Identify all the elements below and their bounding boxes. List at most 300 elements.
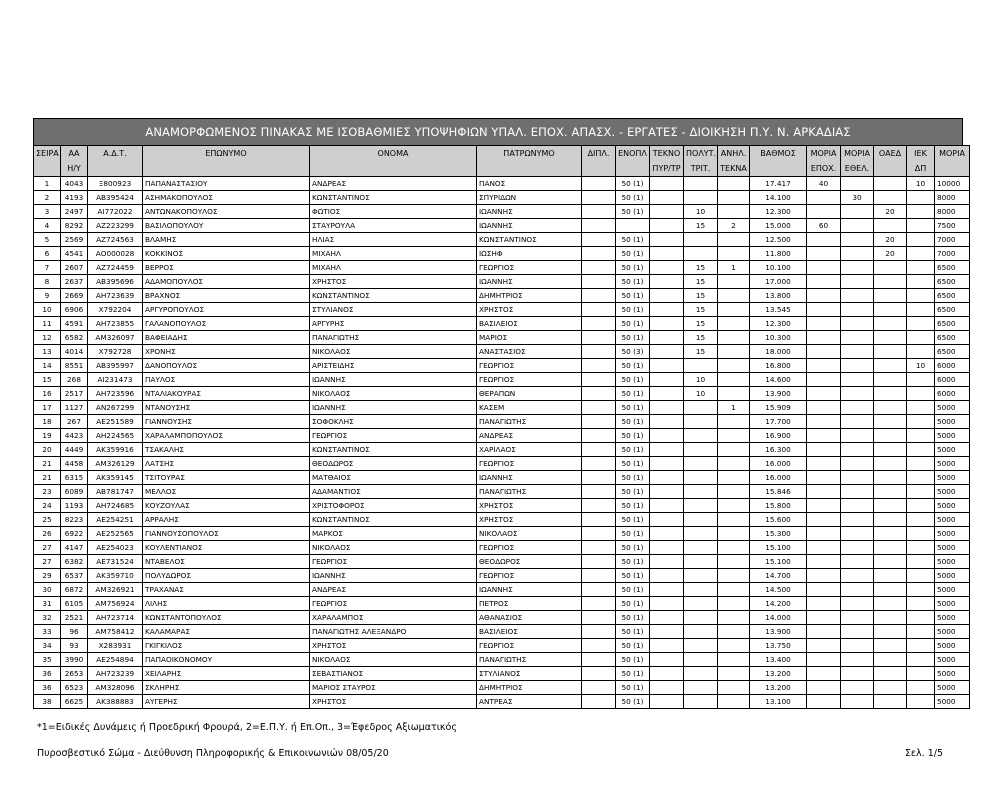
cell-fathers-name: ΓΕΩΡΓΙΟΣ [477,569,582,583]
header-sub-oaed [874,161,907,177]
cell-id-card: ΑΖ724563 [88,233,143,247]
cell-points-seasonal [807,513,841,527]
cell-minor-children [718,653,750,667]
cell-oaed [874,471,907,485]
cell-points-seasonal [807,289,841,303]
cell-minor-children [718,345,750,359]
cell-points-seasonal [807,345,841,359]
cell-total-points: 5000 [935,667,970,681]
cell-diploma [582,639,616,653]
header-grade: ΒΑΘΜΟΣ [750,146,807,162]
cell-large-family [684,639,718,653]
table-row [34,387,970,401]
cell-surname: ΑΣΗΜΑΚΟΠΟΥΛΟΣ [143,191,310,205]
cell-rank: 25 [34,513,61,527]
cell-iek [907,597,935,611]
table-row [34,401,970,415]
cell-id-card: ΑΚ359145 [88,471,143,485]
cell-oaed [874,177,907,191]
cell-id-card: ΑΜ326129 [88,457,143,471]
table-row [34,191,970,205]
cell-fathers-name: ΧΑΡΙΛΑΟΣ [477,443,582,457]
cell-diploma [582,485,616,499]
cell-iek [907,345,935,359]
table-row [34,569,970,583]
cell-points-volunteer [841,611,874,625]
cell-rank: 32 [34,611,61,625]
cell-minor-children [718,569,750,583]
cell-surname: ΣΚΛΗΡΗΣ [143,681,310,695]
cell-minor-children [718,471,750,485]
cell-child-of-firefighter [650,555,684,569]
cell-points-seasonal [807,443,841,457]
cell-id-card: ΑΜ328096 [88,681,143,695]
cell-large-family [684,597,718,611]
cell-surname: ΑΔΑΜΟΠΟΥΛΟΣ [143,275,310,289]
cell-total-points: 5000 [935,625,970,639]
cell-armed-forces: 50 (1) [616,457,650,471]
cell-oaed [874,569,907,583]
cell-total-points: 5000 [935,681,970,695]
cell-diploma [582,457,616,471]
cell-iek [907,261,935,275]
cell-grade: 14.500 [750,583,807,597]
cell-large-family [684,667,718,681]
cell-child-of-firefighter [650,485,684,499]
cell-aa: 2497 [61,205,88,219]
cell-rank: 27 [34,541,61,555]
cell-aa: 4193 [61,191,88,205]
cell-child-of-firefighter [650,387,684,401]
cell-total-points: 5000 [935,443,970,457]
cell-points-seasonal [807,639,841,653]
cell-oaed [874,527,907,541]
cell-minor-children [718,317,750,331]
cell-id-card: ΑΜ326921 [88,583,143,597]
cell-points-volunteer [841,205,874,219]
cell-rank: 26 [34,527,61,541]
cell-id-card: Ξ800923 [88,177,143,191]
cell-large-family [684,527,718,541]
cell-total-points: 5000 [935,401,970,415]
cell-large-family [684,499,718,513]
header-row-top [34,146,970,162]
cell-armed-forces: 50 (1) [616,653,650,667]
cell-first-name: ΧΡΗΣΤΟΣ [310,639,477,653]
cell-aa: 93 [61,639,88,653]
cell-child-of-firefighter [650,513,684,527]
cell-fathers-name: ΚΩΝΣΤΑΝΤΙΝΟΣ [477,233,582,247]
table-row [34,625,970,639]
table-row [34,289,970,303]
cell-total-points: 5000 [935,639,970,653]
cell-points-volunteer [841,667,874,681]
cell-grade: 15.600 [750,513,807,527]
cell-child-of-firefighter [650,289,684,303]
cell-large-family [684,695,718,709]
cell-iek [907,373,935,387]
cell-fathers-name: ΓΕΩΡΓΙΟΣ [477,457,582,471]
cell-diploma [582,541,616,555]
cell-aa: 6582 [61,331,88,345]
table-title: ΑΝΑΜΟΡΦΩΜΕΝΟΣ ΠΙΝΑΚΑΣ ΜΕ ΙΣΟΒΑΘΜΙΕΣ ΥΠΟΨΗΦΙΩΝ ΥΠΑΛ. ΕΠΟΧ. ΑΠΑΣΧ. - ΕΡΓΑΤΕΣ - ΔΙΟΙΚΗΣΗ Π.Υ. Ν. ΑΡΚΑΔΙΑΣ [33,118,963,145]
cell-id-card: ΑΒ395424 [88,191,143,205]
cell-rank: 7 [34,261,61,275]
cell-points-volunteer [841,247,874,261]
cell-diploma [582,583,616,597]
cell-minor-children [718,233,750,247]
cell-id-card: ΑΜ758412 [88,625,143,639]
cell-diploma [582,527,616,541]
cell-aa: 2653 [61,667,88,681]
header-sub-points-seasonal: ΕΠΟΧ. [807,161,841,177]
cell-aa: 6872 [61,583,88,597]
header-large-family: ΠΟΛΥΤ. [684,146,718,162]
cell-first-name: ΠΑΝΑΓΙΩΤΗΣ [310,331,477,345]
cell-id-card: ΑΕ254894 [88,653,143,667]
cell-total-points: 6000 [935,373,970,387]
cell-iek [907,499,935,513]
cell-grade: 17.417 [750,177,807,191]
cell-first-name: ΣΤΥΛΙΑΝΟΣ [310,303,477,317]
table-row [34,695,970,709]
cell-armed-forces [616,219,650,233]
cell-fathers-name: ΠΑΝΟΣ [477,177,582,191]
cell-armed-forces: 50 (1) [616,289,650,303]
cell-points-seasonal [807,457,841,471]
cell-grade: 12.300 [750,205,807,219]
cell-points-seasonal [807,191,841,205]
cell-iek [907,555,935,569]
cell-iek [907,625,935,639]
cell-armed-forces: 50 (1) [616,191,650,205]
cell-total-points: 10000 [935,177,970,191]
cell-points-volunteer [841,485,874,499]
cell-minor-children: 2 [718,219,750,233]
cell-large-family [684,583,718,597]
cell-grade: 13.900 [750,387,807,401]
cell-surname: ΒΑΦΕΙΑΔΗΣ [143,331,310,345]
cell-aa: 2517 [61,387,88,401]
cell-large-family [684,555,718,569]
cell-oaed [874,317,907,331]
cell-aa: 3990 [61,653,88,667]
cell-oaed [874,191,907,205]
header-sub-diploma [582,161,616,177]
cell-oaed [874,345,907,359]
cell-child-of-firefighter [650,471,684,485]
cell-large-family: 15 [684,219,718,233]
cell-surname: ΓΙΑΝΝΟΥΣΟΠΟΥΛΟΣ [143,527,310,541]
cell-total-points: 6500 [935,317,970,331]
cell-grade: 14.000 [750,611,807,625]
cell-id-card: ΑΕ731524 [88,555,143,569]
table-row [34,233,970,247]
cell-fathers-name: ΙΩΣΗΦ [477,247,582,261]
cell-child-of-firefighter [650,233,684,247]
cell-minor-children [718,499,750,513]
cell-total-points: 5000 [935,597,970,611]
header-diploma: ΔΙΠΛ. [582,146,616,162]
cell-minor-children [718,527,750,541]
cell-first-name: ΣΤΑΥΡΟΥΛΑ [310,219,477,233]
cell-iek [907,541,935,555]
cell-large-family [684,233,718,247]
cell-first-name: ΜΑΡΙΟΣ ΣΤΑΥΡΟΣ [310,681,477,695]
cell-surname: ΧΡΟΝΗΣ [143,345,310,359]
cell-rank: 20 [34,443,61,457]
cell-total-points: 5000 [935,527,970,541]
cell-rank: 21 [34,471,61,485]
cell-id-card: ΑΕ252565 [88,527,143,541]
cell-large-family [684,177,718,191]
header-fathers-name: ΠΑΤΡΩΝΥΜΟ [477,146,582,162]
cell-iek [907,387,935,401]
cell-points-seasonal [807,401,841,415]
header-sub-armed-forces [616,161,650,177]
cell-surname: ΝΤΑΒΕΛΟΣ [143,555,310,569]
table-row [34,247,970,261]
cell-rank: 23 [34,485,61,499]
cell-id-card: ΑΟ000028 [88,247,143,261]
cell-points-volunteer [841,233,874,247]
cell-armed-forces: 50 (1) [616,177,650,191]
cell-iek [907,415,935,429]
cell-child-of-firefighter [650,177,684,191]
cell-grade: 15.100 [750,555,807,569]
cell-points-volunteer [841,373,874,387]
cell-large-family [684,625,718,639]
cell-child-of-firefighter [650,247,684,261]
cell-aa: 1127 [61,401,88,415]
cell-iek [907,303,935,317]
cell-rank: 11 [34,317,61,331]
cell-child-of-firefighter [650,345,684,359]
cell-fathers-name: ΣΠΥΡΙΔΩΝ [477,191,582,205]
cell-grade: 13.900 [750,625,807,639]
cell-points-seasonal [807,653,841,667]
cell-oaed [874,611,907,625]
cell-rank: 13 [34,345,61,359]
cell-surname: ΤΣΑΚΑΛΗΣ [143,443,310,457]
cell-id-card: Χ792204 [88,303,143,317]
cell-fathers-name: ΓΕΩΡΓΙΟΣ [477,373,582,387]
cell-armed-forces: 50 (1) [616,443,650,457]
cell-armed-forces: 50 (1) [616,513,650,527]
cell-child-of-firefighter [650,303,684,317]
table-row [34,345,970,359]
cell-child-of-firefighter [650,429,684,443]
cell-id-card: ΑΗ723239 [88,667,143,681]
cell-armed-forces: 50 (1) [616,233,650,247]
cell-surname: ΓΙΑΝΝΟΥΣΗΣ [143,415,310,429]
cell-minor-children [718,303,750,317]
cell-oaed [874,219,907,233]
cell-points-seasonal [807,541,841,555]
cell-armed-forces: 50 (1) [616,611,650,625]
cell-rank: 16 [34,387,61,401]
cell-aa: 4449 [61,443,88,457]
cell-armed-forces: 50 (1) [616,681,650,695]
cell-points-seasonal [807,359,841,373]
table-row [34,415,970,429]
cell-id-card: ΑΗ723855 [88,317,143,331]
cell-minor-children [718,443,750,457]
cell-armed-forces: 50 (3) [616,345,650,359]
cell-child-of-firefighter [650,443,684,457]
header-sub-grade [750,161,807,177]
cell-diploma [582,359,616,373]
cell-points-seasonal [807,233,841,247]
header-sub-aa: Η/Υ [61,161,88,177]
cell-first-name: ΑΡΓΥΡΗΣ [310,317,477,331]
cell-id-card: ΑΜ326097 [88,331,143,345]
cell-aa: 4458 [61,457,88,471]
cell-grade: 17.700 [750,415,807,429]
header-points-seasonal: ΜΟΡΙΑ [807,146,841,162]
header-row-bottom [34,161,970,177]
cell-total-points: 6500 [935,261,970,275]
cell-points-volunteer [841,415,874,429]
cell-diploma [582,345,616,359]
cell-points-seasonal [807,611,841,625]
cell-diploma [582,317,616,331]
cell-aa: 6089 [61,485,88,499]
cell-id-card: ΑΒ395997 [88,359,143,373]
cell-iek [907,429,935,443]
cell-grade: 13.800 [750,289,807,303]
cell-points-seasonal [807,499,841,513]
cell-total-points: 5000 [935,555,970,569]
cell-surname: ΑΡΓΥΡΟΠΟΥΛΟΣ [143,303,310,317]
cell-aa: 4541 [61,247,88,261]
cell-id-card: Χ792728 [88,345,143,359]
table-row [34,583,970,597]
cell-surname: ΠΑΠΑΟΙΚΟΝΟΜΟΥ [143,653,310,667]
cell-points-seasonal [807,555,841,569]
cell-oaed: 20 [874,205,907,219]
cell-points-seasonal [807,275,841,289]
cell-id-card: ΑΒ781747 [88,485,143,499]
cell-rank: 4 [34,219,61,233]
cell-aa: 1193 [61,499,88,513]
cell-child-of-firefighter [650,695,684,709]
cell-total-points: 7000 [935,233,970,247]
cell-surname: ΒΡΑΧΝΟΣ [143,289,310,303]
cell-fathers-name: ΑΝΑΣΤΑΣΙΟΣ [477,345,582,359]
cell-aa: 268 [61,373,88,387]
header-armed-forces: ΕΝΟΠΛ [616,146,650,162]
cell-grade: 16.800 [750,359,807,373]
cell-iek [907,611,935,625]
cell-diploma [582,373,616,387]
cell-surname: ΑΥΓΕΡΗΣ [143,695,310,709]
cell-armed-forces: 50 (1) [616,471,650,485]
table-row [34,303,970,317]
cell-armed-forces: 50 (1) [616,625,650,639]
cell-minor-children: 1 [718,401,750,415]
cell-grade: 10.300 [750,331,807,345]
cell-iek [907,191,935,205]
cell-oaed [874,541,907,555]
cell-id-card: ΑΚ359916 [88,443,143,457]
cell-oaed [874,625,907,639]
cell-fathers-name: ΚΑΣΕΜ [477,401,582,415]
cell-points-seasonal [807,667,841,681]
cell-diploma [582,261,616,275]
cell-diploma [582,233,616,247]
cell-first-name: ΦΩΤΙΟΣ [310,205,477,219]
cell-armed-forces: 50 (1) [616,597,650,611]
cell-total-points: 5000 [935,485,970,499]
cell-surname: ΤΡΑΧΑΝΑΣ [143,583,310,597]
table-row [34,597,970,611]
cell-aa: 6537 [61,569,88,583]
cell-grade: 15.100 [750,541,807,555]
cell-rank: 24 [34,499,61,513]
cell-armed-forces: 50 (1) [616,359,650,373]
cell-diploma [582,611,616,625]
footer-organization: Πυροσβεστικό Σώμα - Διεύθυνση Πληροφορικής & Επικοινωνιών 08/05/20 [37,748,389,759]
cell-large-family [684,569,718,583]
cell-minor-children [718,359,750,373]
table-row [34,331,970,345]
cell-points-seasonal [807,317,841,331]
cell-points-volunteer [841,499,874,513]
cell-first-name: ΚΩΝΣΤΑΝΤΙΝΟΣ [310,443,477,457]
cell-points-seasonal [807,247,841,261]
cell-aa: 267 [61,415,88,429]
cell-oaed [874,485,907,499]
cell-points-seasonal [807,471,841,485]
cell-rank: 31 [34,597,61,611]
cell-armed-forces: 50 (1) [616,485,650,499]
cell-grade: 13.750 [750,639,807,653]
cell-minor-children [718,597,750,611]
cell-armed-forces: 50 (1) [616,331,650,345]
cell-fathers-name: ΙΩΑΝΝΗΣ [477,471,582,485]
cell-surname: ΓΚΙΓΚΙΛΟΣ [143,639,310,653]
table-row [34,457,970,471]
header-sub-fathers-name [477,161,582,177]
cell-grade: 15.909 [750,401,807,415]
cell-aa: 8551 [61,359,88,373]
cell-first-name: ΙΩΑΝΝΗΣ [310,569,477,583]
cell-minor-children [718,289,750,303]
cell-rank: 19 [34,429,61,443]
cell-armed-forces: 50 (1) [616,387,650,401]
cell-minor-children [718,583,750,597]
cell-surname: ΚΑΛΑΜΑΡΑΣ [143,625,310,639]
cell-large-family: 15 [684,275,718,289]
cell-iek [907,401,935,415]
cell-surname: ΚΩΝΣΤΑΝΤΟΠΟΥΛΟΣ [143,611,310,625]
cell-points-volunteer [841,289,874,303]
cell-armed-forces: 50 (1) [616,569,650,583]
cell-armed-forces: 50 (1) [616,247,650,261]
table-row [34,359,970,373]
cell-iek: 10 [907,177,935,191]
header-sub-rank [34,161,61,177]
cell-child-of-firefighter [650,191,684,205]
cell-minor-children [718,681,750,695]
cell-rank: 17 [34,401,61,415]
cell-aa: 6382 [61,555,88,569]
cell-large-family [684,485,718,499]
cell-child-of-firefighter [650,569,684,583]
cell-total-points: 5000 [935,415,970,429]
cell-diploma [582,219,616,233]
